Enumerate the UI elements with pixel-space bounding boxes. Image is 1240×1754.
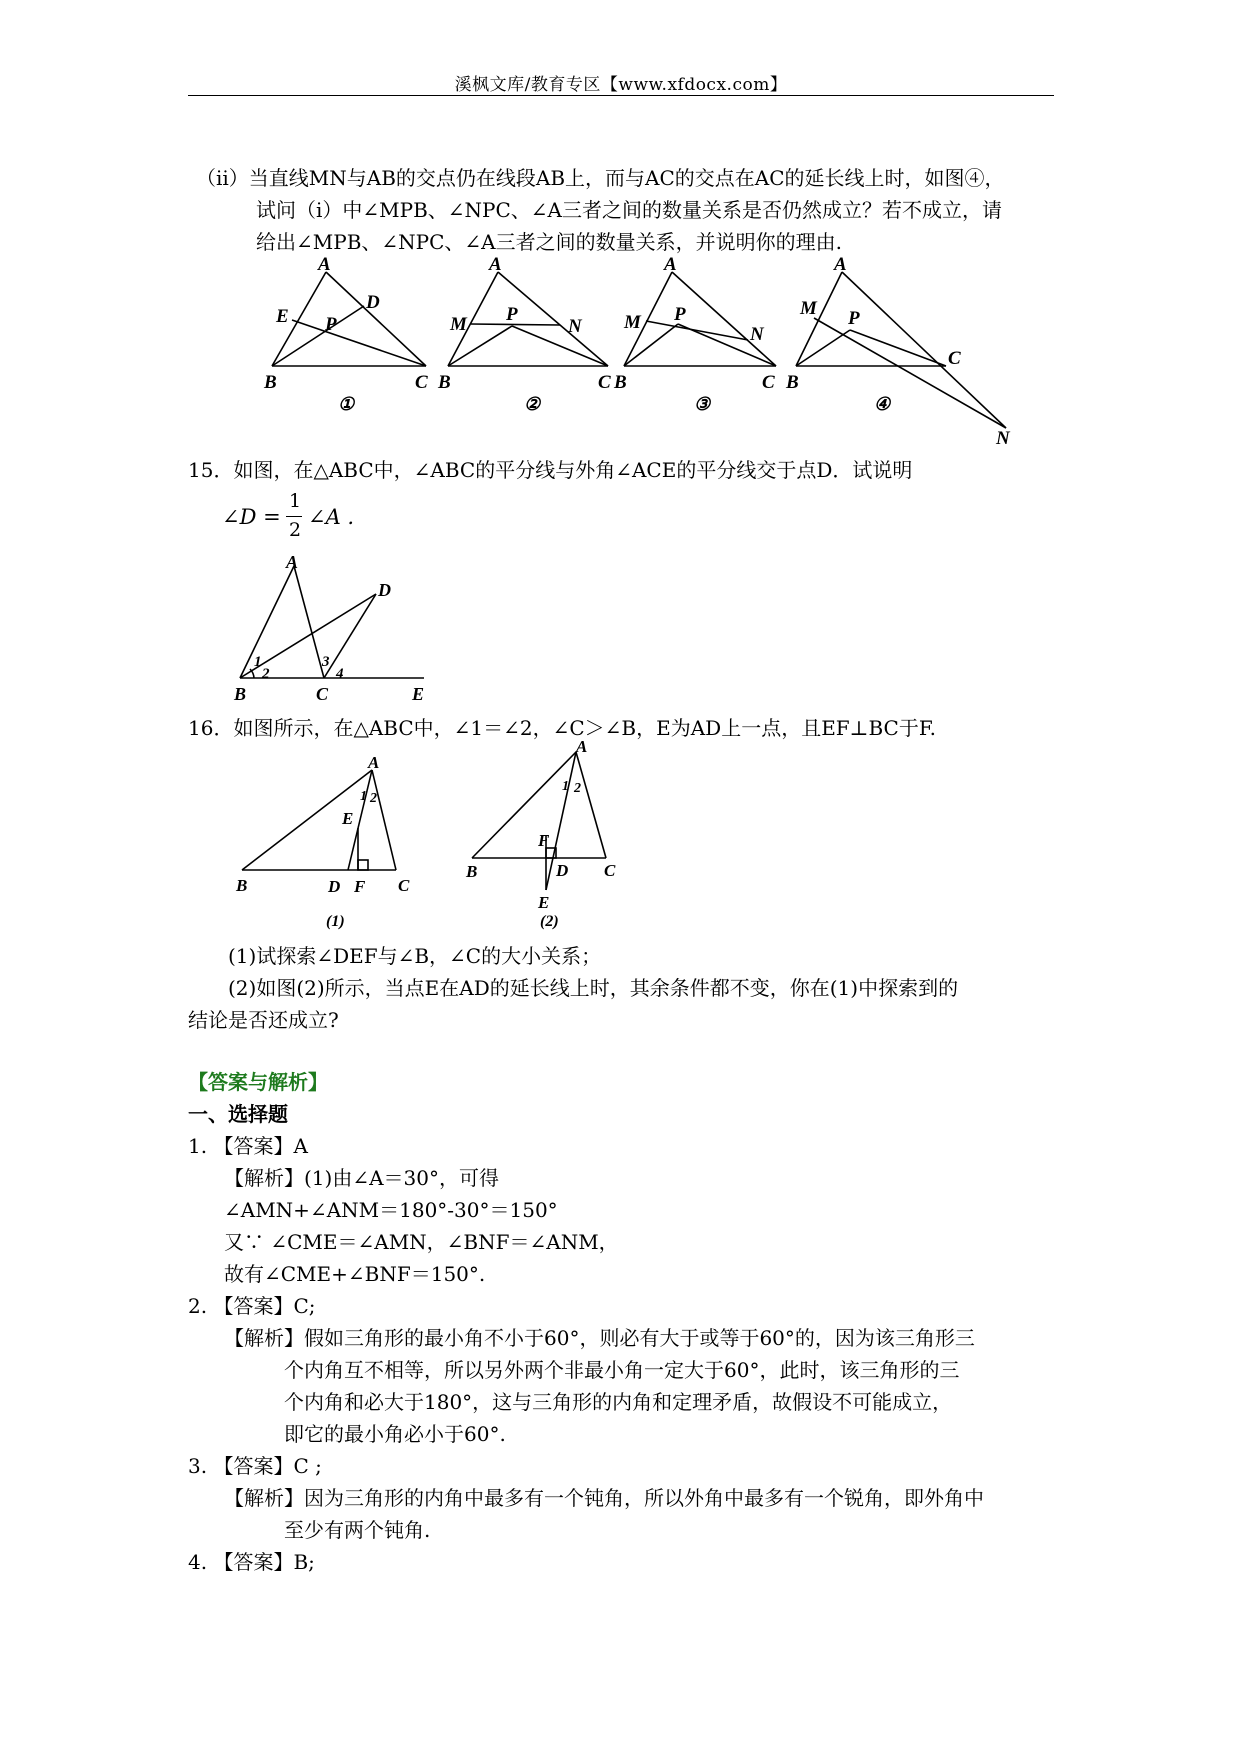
label-C: C	[604, 861, 616, 880]
label-C: C	[415, 372, 428, 393]
label-N: N	[750, 324, 764, 345]
figure-14-2	[436, 254, 616, 418]
label-D: D	[378, 580, 391, 600]
answer-3-label: 3. 【答案】C ;	[188, 1454, 322, 1478]
angle-2-label: 2	[262, 666, 270, 682]
q16-part2-line1: (2)如图(2)所示，当点E在AD的延长线上时，其余条件都不变，你在(1)中探索到的	[228, 976, 959, 1000]
label-B: B	[614, 372, 627, 393]
label-D: D	[556, 861, 569, 880]
figure-15	[228, 554, 438, 704]
label-A: A	[318, 254, 331, 275]
label-B: B	[234, 684, 247, 704]
header-rule	[188, 95, 1054, 96]
label-A: A	[834, 254, 847, 275]
label-C: C	[948, 348, 961, 369]
label-C: C	[316, 684, 329, 704]
label-B: B	[264, 372, 277, 393]
q16-line1: 16．如图所示，在△ABC中，∠1＝∠2，∠C＞∠B，E为AD上一点，且EF⊥BC于F.	[188, 716, 936, 740]
figure-caption: (2)	[540, 913, 559, 930]
label-E: E	[342, 809, 354, 828]
answer-2-label: 2. 【答案】C;	[188, 1294, 316, 1318]
label-A: A	[368, 753, 380, 772]
figure-caption: ①	[338, 394, 355, 414]
label-C: C	[762, 372, 775, 393]
label-M: M	[800, 298, 817, 319]
label-M: M	[450, 314, 467, 335]
q16-part1: (1)试探索∠DEF与∠B，∠C的大小关系；	[228, 944, 602, 968]
figure-14-4	[784, 254, 1024, 449]
answer-1-line4: 故有∠CME+∠BNF＝150°.	[224, 1262, 486, 1286]
label-E: E	[538, 893, 550, 912]
q15-line1: 15．如图，在△ABC中，∠ABC的平分线与外角∠ACE的平分线交于点D．试说明	[188, 458, 913, 482]
answer-2-line2: 个内角互不相等，所以另外两个非最小角一定大于60°，此时，该三角形的三	[284, 1358, 960, 1382]
section-heading: 一、选择题	[188, 1102, 288, 1126]
label-A: A	[489, 254, 502, 275]
q14ii-line1: （ⅱ）当直线MN与AB的交点仍在线段AB上，而与AC的交点在AC的延长线上时，如图④，	[196, 166, 1005, 190]
angle-4-label: 4	[336, 666, 344, 682]
label-A: A	[576, 737, 588, 756]
figure-16-1	[228, 752, 428, 932]
label-D: D	[328, 877, 341, 896]
answer-1-label: 1. 【答案】A	[188, 1134, 308, 1158]
label-N: N	[568, 316, 582, 337]
q14ii-line2: 试问（ⅰ）中∠MPB、∠NPC、∠A三者之间的数量关系是否仍然成立？若不成立，请	[256, 198, 1003, 222]
label-F: F	[354, 877, 366, 896]
answer-4-label: 4. 【答案】B;	[188, 1550, 315, 1574]
q15-formula-left: ∠D =	[222, 505, 281, 529]
label-B: B	[786, 372, 799, 393]
label-E: E	[412, 684, 425, 704]
label-A: A	[286, 552, 299, 572]
label-B: B	[466, 862, 478, 881]
label-F: F	[538, 831, 550, 850]
figure-14-1	[260, 254, 440, 418]
q15-formula-right: ∠A .	[308, 505, 355, 529]
label-P: P	[325, 314, 337, 335]
page-header: 溪枫文库/教育专区【www.xfdocx.com】	[454, 75, 788, 95]
label-B: B	[438, 372, 451, 393]
label-P: P	[674, 304, 686, 325]
answer-1-line3: 又∵ ∠CME＝∠AMN，∠BNF＝∠ANM，	[224, 1230, 619, 1254]
q14ii-line3: 给出∠MPB、∠NPC、∠A三者之间的数量关系，并说明你的理由.	[256, 230, 842, 254]
figure-caption: ③	[694, 394, 711, 414]
label-N: N	[996, 428, 1010, 449]
label-A: A	[664, 254, 677, 275]
angle-1-label: 1	[562, 779, 569, 794]
q15-formula-numerator: 1	[289, 490, 302, 512]
figure-caption: ②	[524, 394, 541, 414]
angle-3-label: 3	[322, 654, 330, 670]
angle-2-label: 2	[370, 791, 377, 806]
label-M: M	[624, 312, 641, 333]
label-C: C	[398, 876, 410, 895]
figure-caption: ④	[874, 394, 891, 414]
fraction-bar	[286, 516, 302, 517]
q16-part2-line2: 结论是否还成立?	[188, 1008, 339, 1032]
answer-2-line4: 即它的最小角必小于60°.	[284, 1422, 506, 1446]
angle-1-label: 1	[360, 789, 367, 804]
answer-3-line2: 至少有两个钝角.	[284, 1518, 431, 1542]
label-C: C	[598, 372, 611, 393]
answers-heading: 【答案与解析】	[188, 1070, 328, 1094]
answer-3-line1: 【解析】因为三角形的内角中最多有一个钝角，所以外角中最多有一个锐角，即外角中	[224, 1486, 984, 1510]
label-D: D	[366, 292, 380, 313]
answer-2-line1: 【解析】假如三角形的最小角不小于60°，则必有大于或等于60°的，因为该三角形三	[224, 1326, 975, 1350]
label-E: E	[276, 306, 289, 327]
answer-1-line2: ∠AMN+∠ANM＝180°-30°＝150°	[224, 1198, 558, 1222]
figure-14-3	[610, 254, 790, 418]
label-P: P	[848, 308, 860, 329]
figure-caption: (1)	[326, 913, 345, 930]
label-B: B	[236, 876, 248, 895]
answer-2-line3: 个内角和必大于180°，这与三角形的内角和定理矛盾，故假设不可能成立，	[284, 1390, 953, 1414]
angle-2-label: 2	[574, 781, 581, 796]
q15-formula-denominator: 2	[289, 519, 302, 541]
label-P: P	[506, 304, 518, 325]
angle-1-label: 1	[254, 654, 262, 670]
answer-1-line1: 【解析】(1)由∠A＝30°，可得	[224, 1166, 499, 1190]
figure-16-2	[462, 737, 642, 930]
